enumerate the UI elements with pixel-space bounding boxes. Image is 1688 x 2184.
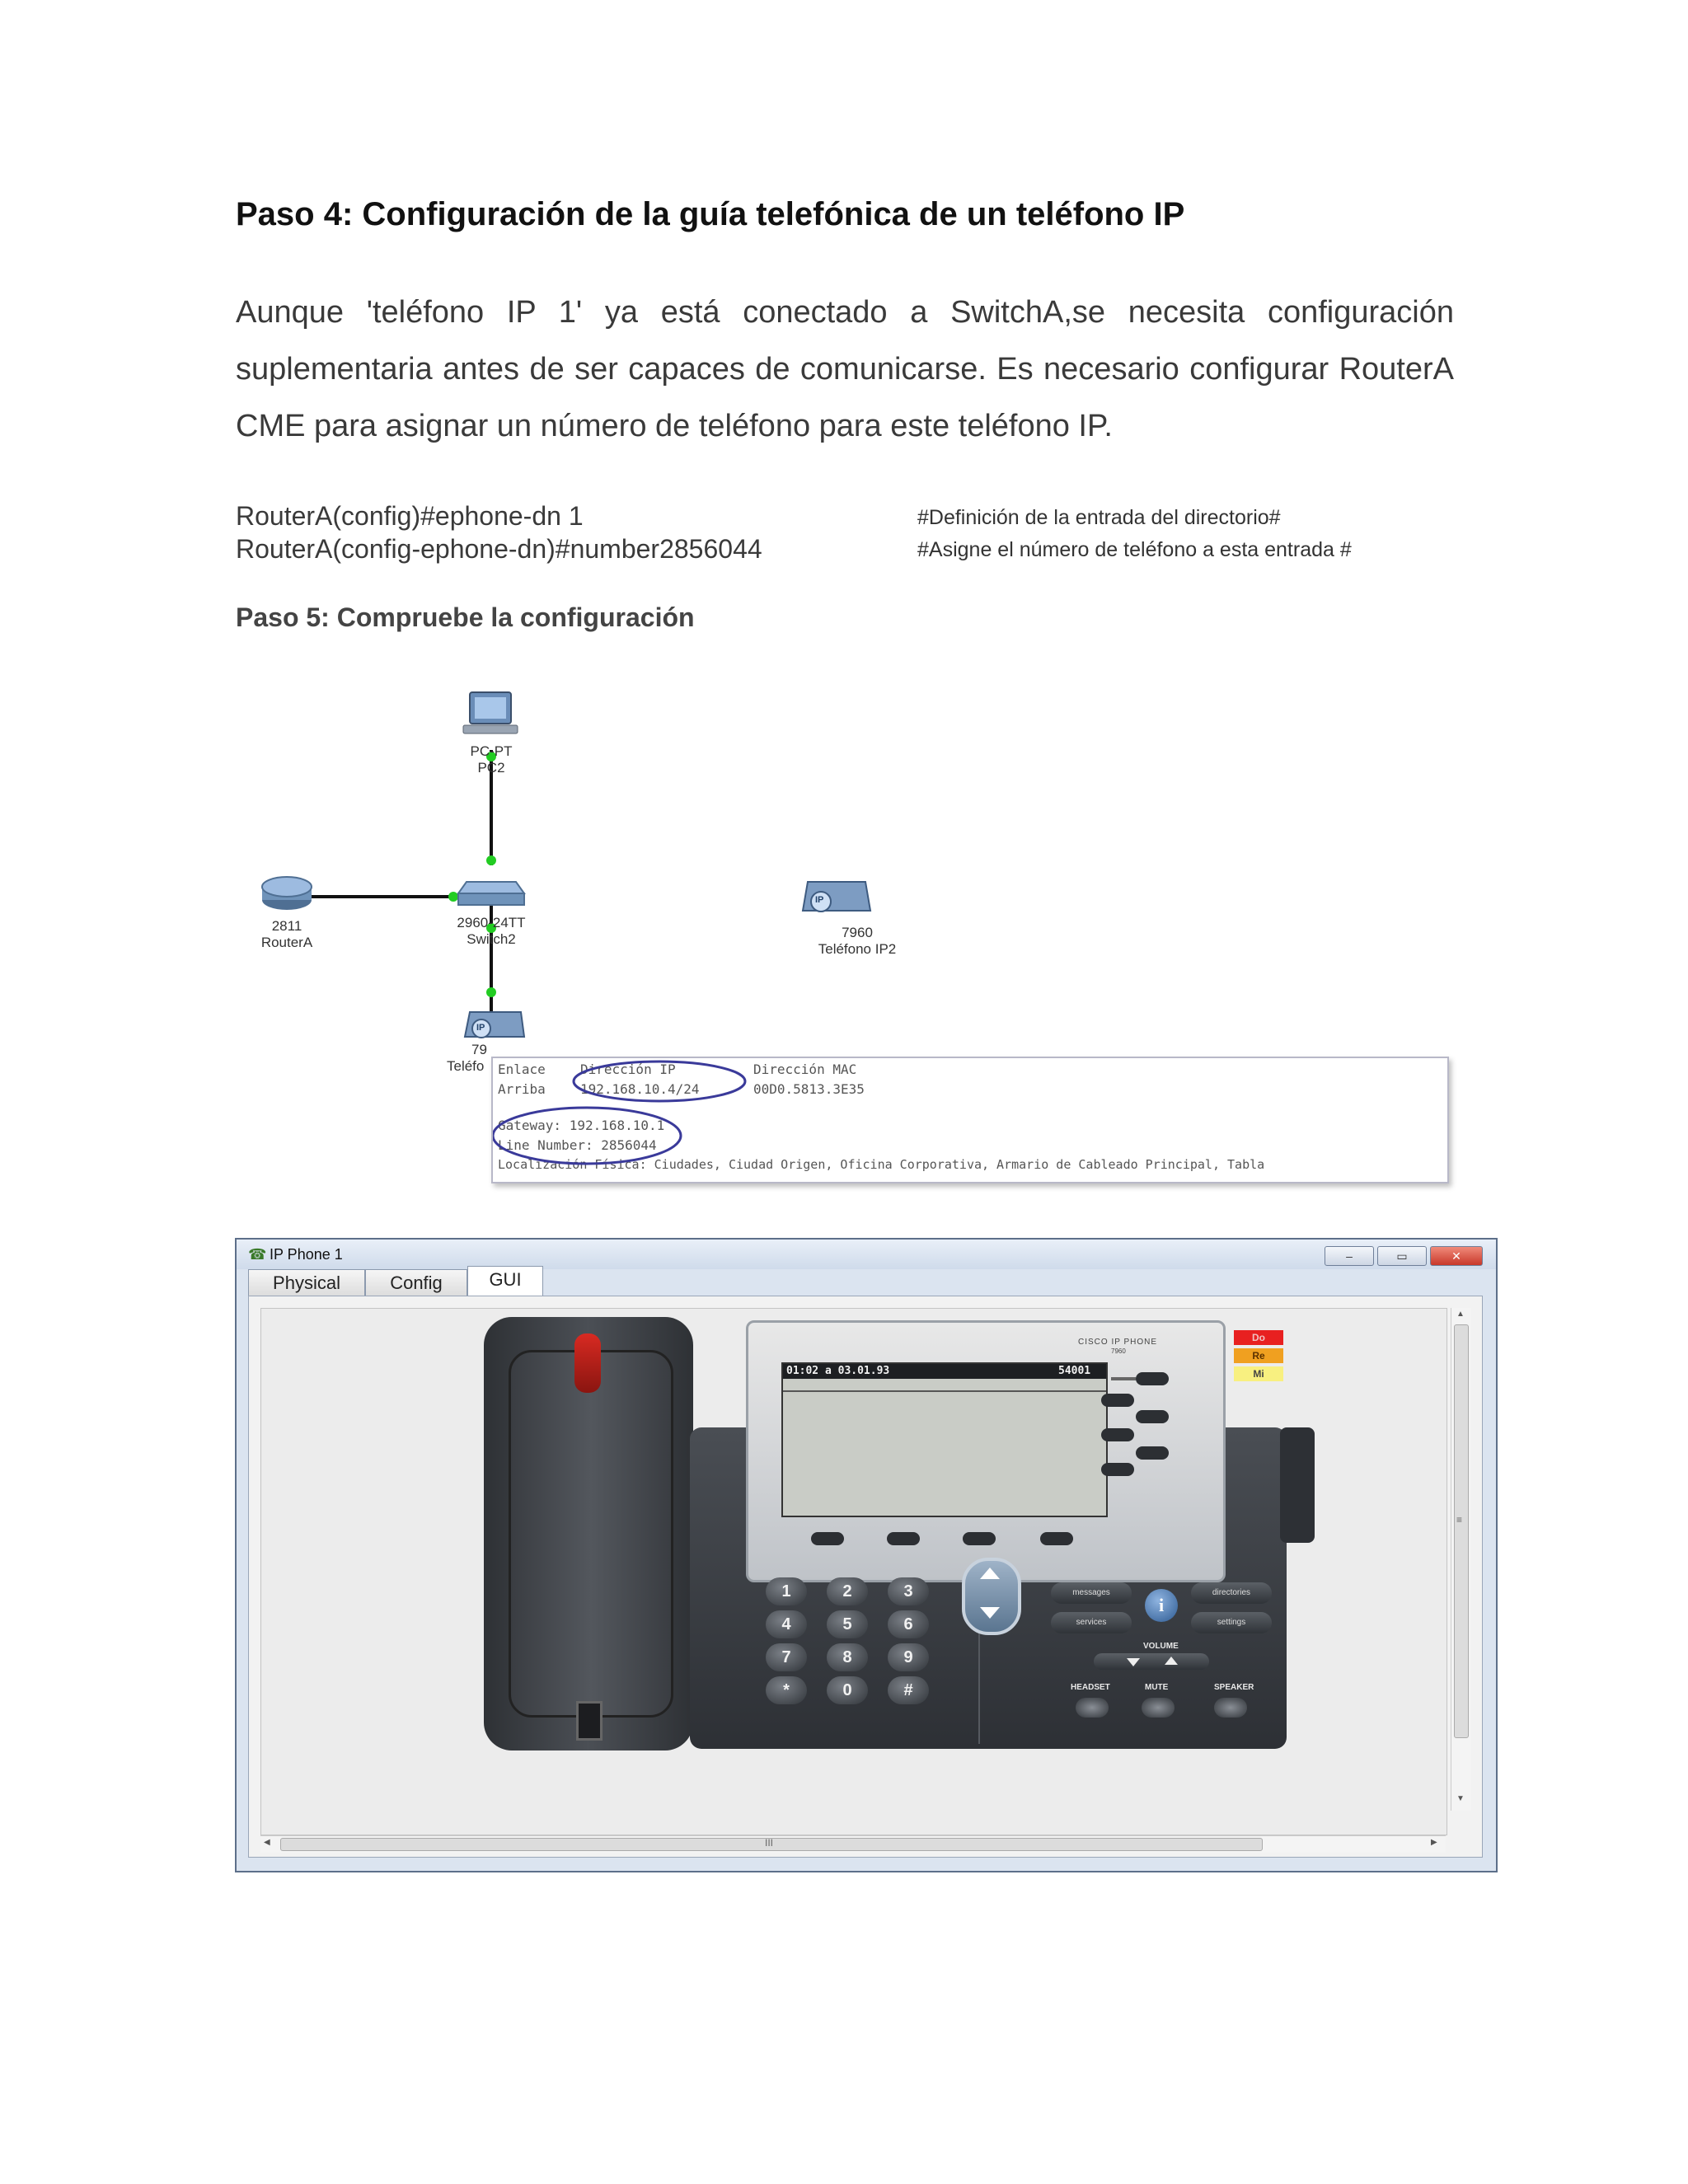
messages-button[interactable]: messages	[1051, 1582, 1132, 1604]
handset[interactable]	[484, 1317, 693, 1750]
volume-rocker[interactable]	[1094, 1653, 1209, 1670]
phone1-ip-badge: IP	[476, 1023, 485, 1033]
info-row-ip: 192.168.10.4/24	[580, 1081, 700, 1097]
info-row-link: Arriba	[498, 1081, 546, 1097]
volume-down-icon[interactable]	[1127, 1658, 1140, 1666]
phone1-name-label: Teléfo	[447, 1058, 485, 1074]
horizontal-scrollbar[interactable]	[260, 1835, 1446, 1853]
window-titlebar	[237, 1240, 1496, 1269]
message-waiting-light	[574, 1333, 601, 1393]
model-label: 7960	[1111, 1347, 1126, 1355]
handset-hook	[576, 1701, 603, 1741]
status-tag-re: Re	[1234, 1348, 1283, 1363]
gui-content	[248, 1296, 1483, 1858]
line-key-4[interactable]	[1101, 1428, 1134, 1441]
navigation-button[interactable]	[962, 1558, 1021, 1635]
keypad-3[interactable]: 3	[888, 1577, 929, 1605]
display-bezel	[746, 1320, 1226, 1582]
ip-phone-1-icon	[465, 1012, 524, 1038]
headset-button[interactable]	[1076, 1698, 1109, 1718]
settings-button[interactable]: settings	[1191, 1612, 1272, 1633]
phone2-model-label: 7960	[842, 925, 873, 940]
keypad-5[interactable]: 5	[827, 1610, 868, 1638]
soft-key-1[interactable]	[811, 1532, 844, 1545]
line-key-6[interactable]	[1101, 1463, 1134, 1476]
status-tag-mi: Mi	[1234, 1366, 1283, 1381]
step5-heading: Paso 5: Compruebe la configuración	[236, 602, 695, 632]
speaker-button[interactable]	[1214, 1698, 1247, 1718]
info-gateway: Gateway: 192.168.10.1	[498, 1118, 665, 1133]
keypad-4[interactable]: 4	[766, 1610, 807, 1638]
soft-key-4[interactable]	[1040, 1532, 1073, 1545]
keypad-star[interactable]: *	[766, 1676, 807, 1704]
vscroll-grip: ≡	[1456, 1514, 1463, 1526]
highlight-ellipses	[493, 1058, 1447, 1182]
keypad-8[interactable]: 8	[827, 1643, 868, 1671]
mute-label: MUTE	[1145, 1683, 1169, 1692]
command-comment-2: #Asigne el número de teléfono a esta entrada #	[917, 538, 1352, 561]
switch-name-label: Switch2	[467, 931, 516, 947]
tab-config[interactable]: Config	[365, 1269, 467, 1297]
ip-phone-window	[235, 1238, 1498, 1872]
scroll-right-icon[interactable]: ▶	[1431, 1838, 1437, 1847]
info-row-mac: 00D0.5813.3E35	[753, 1081, 865, 1097]
scroll-up-icon[interactable]: ▲	[1456, 1310, 1465, 1319]
close-button[interactable]: ✕	[1430, 1246, 1483, 1266]
status-tag-do: Do	[1234, 1330, 1283, 1345]
scroll-left-icon[interactable]: ◀	[264, 1838, 270, 1847]
step4-heading: Paso 4: Configuración de la guía telefónica de un teléfono IP	[236, 196, 1185, 232]
tab-physical[interactable]: Physical	[248, 1269, 365, 1297]
nav-down-icon[interactable]	[980, 1607, 1000, 1619]
volume-up-icon[interactable]	[1165, 1657, 1178, 1665]
command-comment-1: #Definición de la entrada del directorio#	[917, 506, 1281, 529]
pc-model-label: PC-PT	[470, 743, 513, 759]
router-icon	[262, 877, 312, 910]
lcd-datetime: 01:02 a 03.01.93	[786, 1365, 890, 1377]
soft-key-2[interactable]	[887, 1532, 920, 1545]
line-key-1[interactable]	[1136, 1372, 1169, 1385]
info-header-mac: Dirección MAC	[753, 1062, 857, 1077]
router-model-label: 2811	[271, 918, 302, 934]
info-header-link: Enlace	[498, 1062, 546, 1077]
pc-name-label: PC2	[477, 760, 505, 776]
volume-label: VOLUME	[1143, 1642, 1179, 1651]
lcd-phone-number: 54001	[1058, 1365, 1091, 1377]
vertical-scrollbar[interactable]	[1451, 1308, 1471, 1811]
pc-icon	[463, 692, 518, 733]
router-name-label: RouterA	[260, 935, 313, 950]
phone-app-icon: ☎	[248, 1246, 267, 1263]
info-button[interactable]: i	[1145, 1589, 1178, 1622]
step4-paragraph: Aunque 'teléfono IP 1' ya está conectado a SwitchA,se necesita configuración suplementaria antes de ser capaces de comunicarse. Es necesario configurar RouterA CME para asignar un número de teléfono para este teléfono IP.	[236, 295, 1454, 443]
phone2-name-label: Teléfono IP2	[818, 941, 897, 957]
phone-side-stand	[1280, 1427, 1315, 1543]
maximize-button[interactable]: ▭	[1377, 1246, 1427, 1266]
line-key-2[interactable]	[1101, 1394, 1134, 1407]
hscroll-grip: III	[765, 1837, 774, 1849]
soft-key-3[interactable]	[963, 1532, 996, 1545]
keypad-6[interactable]: 6	[888, 1610, 929, 1638]
mute-button[interactable]	[1142, 1698, 1175, 1718]
directories-button[interactable]: directories	[1191, 1582, 1272, 1604]
switch-icon	[458, 882, 524, 905]
services-button[interactable]: services	[1051, 1612, 1132, 1633]
scroll-down-icon[interactable]: ▼	[1456, 1794, 1465, 1803]
vertical-scroll-thumb[interactable]	[1454, 1324, 1469, 1738]
keypad-7[interactable]: 7	[766, 1643, 807, 1671]
keypad-hash[interactable]: #	[888, 1676, 929, 1704]
phone2-ip-badge: IP	[815, 895, 824, 905]
line-key-5[interactable]	[1136, 1446, 1169, 1460]
keypad-1[interactable]: 1	[766, 1577, 807, 1605]
speaker-label: SPEAKER	[1214, 1683, 1254, 1692]
lcd-screen	[781, 1362, 1108, 1517]
info-location: Localización Física: Ciudades, Ciudad Origen, Oficina Corporativa, Armario de Cableado Principal, Tabla	[498, 1157, 1265, 1172]
keypad-9[interactable]: 9	[888, 1643, 929, 1671]
switch-model-label: 2960-24TT	[457, 915, 526, 930]
command-line-2: RouterA(config-ephone-dn)#number2856044	[236, 534, 762, 564]
phone1-model-label: 79	[471, 1042, 487, 1057]
info-header-ip: Dirección IP	[580, 1062, 676, 1077]
ip-phone-2-icon	[803, 882, 870, 912]
nav-up-icon[interactable]	[980, 1568, 1000, 1579]
line-key-3[interactable]	[1136, 1410, 1169, 1423]
command-line-1: RouterA(config)#ephone-dn 1	[236, 501, 584, 531]
info-line-number: Line Number: 2856044	[498, 1137, 657, 1153]
keypad-2[interactable]: 2	[827, 1577, 868, 1605]
headset-label: HEADSET	[1071, 1683, 1110, 1692]
phone-canvas	[260, 1308, 1447, 1835]
device-info-tooltip	[491, 1057, 1449, 1183]
brand-label: CISCO IP PHONE	[1078, 1338, 1158, 1347]
keypad-0[interactable]: 0	[827, 1676, 868, 1704]
minimize-button[interactable]: –	[1325, 1246, 1374, 1266]
window-title: IP Phone 1	[270, 1246, 343, 1263]
tab-gui[interactable]: GUI	[467, 1266, 543, 1299]
